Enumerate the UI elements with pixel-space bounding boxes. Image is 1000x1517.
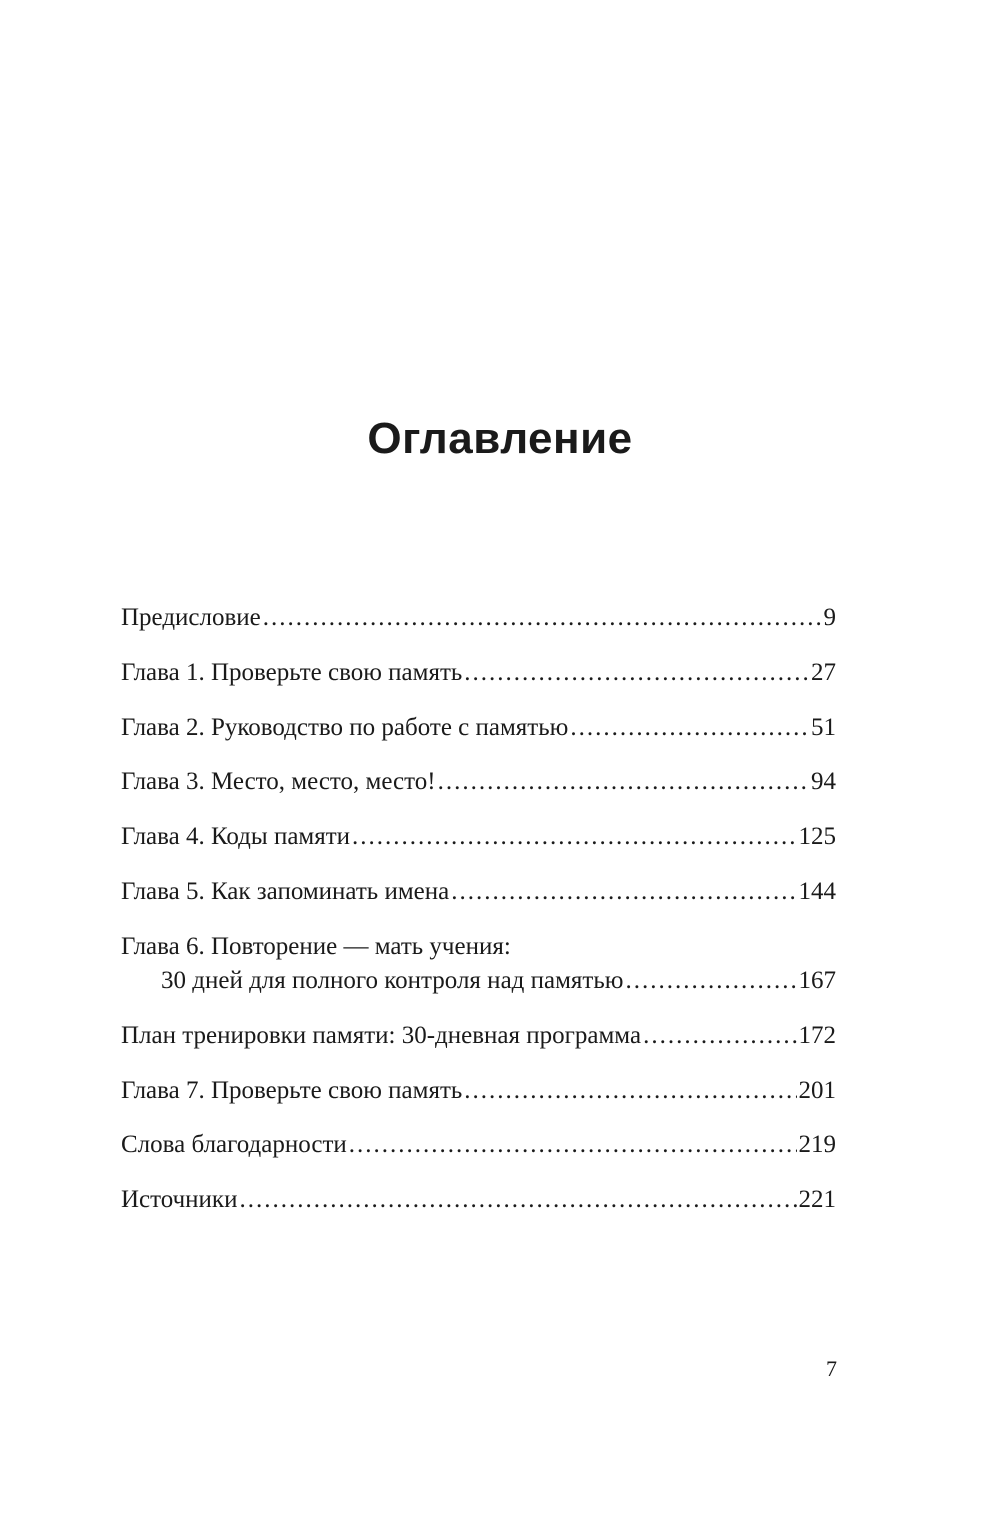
- toc-entry-acknowledgements[interactable]: [121, 1129, 836, 1161]
- toc-entry-title: Глава 4. Коды памяти: [121, 823, 351, 850]
- toc-entry-page: 125: [798, 823, 836, 850]
- toc-entry-chapter-6-continuation[interactable]: [161, 965, 836, 997]
- toc-entry-title: Глава 3. Место, место, место!: [121, 768, 436, 795]
- toc-entry-chapter-6[interactable]: [121, 931, 836, 963]
- toc-entry-page: 94: [811, 768, 836, 795]
- toc-entry-page: 167: [798, 967, 836, 994]
- toc-entry-sources[interactable]: [121, 1184, 836, 1216]
- toc-entry-page: 9: [823, 604, 836, 631]
- toc-entry-title: Предисловие: [121, 604, 261, 631]
- toc-leader-dots: [352, 821, 796, 853]
- toc-entry-title: Глава 6. Повторение — мать учения:: [121, 933, 511, 960]
- toc-entry-title: Слова благодарности: [121, 1131, 347, 1158]
- toc-leader-dots: [438, 766, 809, 798]
- toc-entry-chapter-4[interactable]: [121, 821, 836, 853]
- toc-leader-dots: [643, 1020, 796, 1052]
- toc-entry-training-plan[interactable]: [121, 1020, 836, 1052]
- toc-leader-dots: [570, 712, 809, 744]
- toc-entry-page: 51: [811, 714, 836, 741]
- toc-entry-page: 27: [811, 659, 836, 686]
- toc-entry-chapter-1[interactable]: [121, 657, 836, 689]
- toc-leader-dots: [464, 1075, 796, 1107]
- toc-entry-page: 201: [798, 1077, 836, 1104]
- toc-leader-dots: [239, 1184, 796, 1216]
- toc-entry-title: Глава 5. Как запоминать имена: [121, 878, 450, 905]
- toc-entry-title-continuation: 30 дней для полного контроля над памятью: [161, 967, 624, 994]
- toc-entry-preface[interactable]: [121, 602, 836, 634]
- toc-leader-dots: [349, 1129, 797, 1161]
- toc-entry-page: 221: [798, 1186, 836, 1213]
- toc-entry-title: План тренировки памяти: 30-дневная программа: [121, 1022, 642, 1049]
- page-number: 7: [826, 1356, 837, 1381]
- toc-entry-page: 219: [798, 1131, 836, 1158]
- toc-leader-dots: [625, 965, 796, 997]
- toc-leader-dots: [263, 602, 822, 634]
- toc-entry-chapter-2[interactable]: [121, 712, 836, 744]
- toc-leader-dots: [451, 876, 796, 908]
- toc-entry-page: 172: [798, 1022, 836, 1049]
- page-title: Оглавление: [367, 414, 633, 464]
- toc-entry-chapter-3[interactable]: [121, 766, 836, 798]
- toc-entry-title: Источники: [121, 1186, 238, 1213]
- toc-leader-dots: [464, 657, 809, 689]
- toc-entry-chapter-5[interactable]: [121, 876, 836, 908]
- toc-entry-title: Глава 1. Проверьте свою память: [121, 659, 463, 686]
- toc-entry-title: Глава 7. Проверьте свою память: [121, 1077, 463, 1104]
- toc-entry-page: 144: [798, 878, 836, 905]
- toc-entry-chapter-7[interactable]: [121, 1075, 836, 1107]
- toc-entry-title: Глава 2. Руководство по работе с памятью: [121, 714, 569, 741]
